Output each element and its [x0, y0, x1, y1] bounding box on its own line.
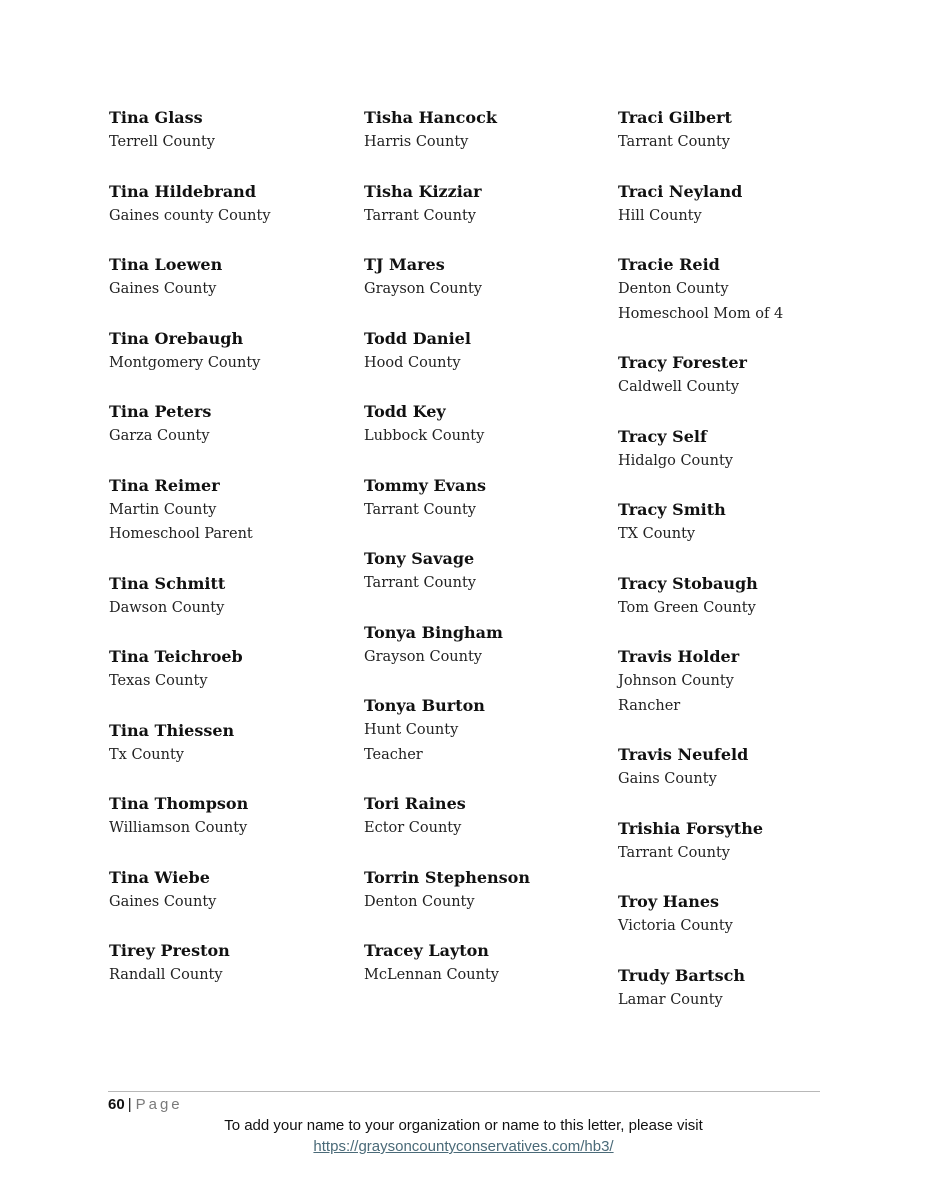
signatory-county: Johnson County [618, 673, 734, 689]
signatory-entry [364, 253, 614, 302]
page-number-value: 60 [108, 1096, 125, 1113]
signatory-name: Tina Thiessen [109, 720, 235, 740]
signatory-county: Gaines County [109, 893, 217, 910]
signatory-county: Tarrant County [364, 575, 476, 591]
signatory-column-1 [109, 106, 359, 1013]
signatory-entry [618, 425, 868, 474]
signatory-name: Tina Thompson [109, 794, 249, 813]
signatory-name: Tony Savage [364, 549, 475, 568]
signatory-name: Troy Hanes [618, 892, 720, 911]
signatory-county: Hood County [364, 354, 461, 371]
signatory-note: Rancher [618, 697, 681, 714]
signatory-county: Gaines County [109, 281, 217, 297]
signatory-name: Tisha Kizziar [364, 181, 482, 201]
signatory-county: Williamson County [109, 820, 248, 836]
signatory-entry [618, 645, 868, 718]
signup-link[interactable]: https://graysoncountyconservatives.com/hb3/ [313, 1138, 614, 1155]
signatory-county: Ector County [364, 820, 462, 836]
signatory-entry [109, 180, 359, 229]
signatory-name: Tracy Smith [618, 500, 726, 519]
signatory-entry [364, 400, 614, 449]
signatory-county: Terrell County [109, 134, 215, 150]
signatory-note: Homeschool Mom of 4 [618, 305, 784, 322]
signatory-entry [109, 572, 359, 621]
signatory-column-2 [364, 106, 614, 1013]
signatory-county: Dawson County [109, 599, 225, 616]
signatory-county: Denton County [618, 281, 729, 297]
signatory-entry [618, 817, 868, 866]
signatory-name: Tracy Self [618, 426, 707, 446]
signatory-name: Tina Schmitt [109, 573, 226, 593]
signatory-entry [364, 866, 614, 915]
signatory-name: Trudy Bartsch [618, 965, 745, 985]
signatory-county: Denton County [364, 893, 475, 910]
signatory-county: Randall County [109, 967, 223, 983]
signatory-county: Montgomery County [109, 354, 261, 371]
signatory-name: Tina Hildebrand [109, 181, 256, 201]
signatory-county: Tarrant County [364, 207, 476, 224]
signatory-name: Tina Reimer [109, 475, 220, 495]
signatory-name: Tina Glass [109, 108, 203, 127]
signatory-entry [364, 180, 614, 229]
signatory-county: Caldwell County [618, 379, 740, 395]
signatory-name: Tina Orebaugh [109, 328, 244, 348]
signatory-entry [364, 474, 614, 523]
signatory-name: Traci Neyland [618, 181, 743, 201]
signatory-entry [109, 792, 359, 841]
footer-link-wrapper [0, 1137, 927, 1157]
page-number-separator: | [127, 1096, 132, 1113]
signatory-county: Hill County [618, 207, 702, 224]
signatory-county: Lubbock County [364, 428, 485, 444]
signatory-county: Gains County [618, 771, 717, 787]
signatory-entry [109, 327, 359, 376]
signatory-county: Tarrant County [618, 844, 730, 861]
signatory-entry [618, 106, 868, 155]
signatory-name: Traci Gilbert [618, 108, 732, 127]
signatory-entry [364, 694, 614, 767]
signatory-name: Todd Daniel [364, 328, 471, 348]
signatory-county: Lamar County [618, 991, 723, 1008]
signatory-county: Victoria County [618, 918, 733, 934]
signatory-entry [618, 253, 868, 326]
signatory-county: Harris County [364, 134, 469, 150]
signatory-entry [364, 327, 614, 376]
signatory-entry [364, 621, 614, 670]
signatory-name: Tisha Hancock [364, 108, 497, 127]
signatory-name: Todd Key [364, 402, 446, 421]
signatory-name: TJ Mares [364, 255, 445, 274]
footer-note: To add your name to your organization or name to this letter, please visit [224, 1117, 703, 1134]
signatory-entry [109, 253, 359, 302]
signatory-name: Tori Raines [364, 794, 466, 813]
signatory-entry [618, 572, 868, 621]
signatory-entry [364, 106, 614, 155]
signatory-name: Tracie Reid [618, 255, 720, 274]
signatory-entry [109, 645, 359, 694]
signatory-county: Hunt County [364, 722, 459, 738]
signatory-county: Tarrant County [618, 134, 730, 150]
signatory-entry [618, 351, 868, 400]
signatory-entry [618, 498, 868, 547]
signatory-entry [109, 866, 359, 915]
signatory-entry [109, 719, 359, 768]
signatory-name: Tonya Bingham [364, 622, 503, 642]
signatory-county: Gaines county County [109, 207, 271, 224]
signatory-name: Tina Peters [109, 402, 212, 421]
signatory-entry [109, 106, 359, 155]
footer-divider [108, 1091, 820, 1092]
signatory-name: Tommy Evans [364, 475, 486, 495]
signatory-county: Grayson County [364, 281, 482, 297]
signatory-entry [364, 939, 614, 988]
signatory-county: Tx County [109, 746, 184, 763]
signatory-name: Tina Loewen [109, 255, 223, 274]
signatory-county: Tom Green County [618, 599, 756, 616]
signatory-county: Texas County [109, 673, 208, 689]
signatory-name: Travis Holder [618, 647, 740, 666]
signatory-county: Garza County [109, 428, 210, 444]
signatory-name: Travis Neufeld [618, 745, 749, 764]
signatory-entry [364, 547, 614, 596]
signatory-note: Homeschool Parent [109, 526, 253, 542]
signatory-name: Tirey Preston [109, 941, 230, 960]
signatory-name: Tracy Stobaugh [618, 573, 758, 593]
signatory-name: Trishia Forsythe [618, 818, 763, 838]
signatory-county: Hidalgo County [618, 452, 733, 469]
signatory-entry [618, 964, 868, 1013]
signatory-county: TX County [618, 526, 696, 542]
signatory-county: Martin County [109, 501, 217, 518]
signatory-entry [618, 180, 868, 229]
signatory-entry [109, 400, 359, 449]
signatory-county: McLennan County [364, 967, 499, 983]
signatory-entry [109, 474, 359, 547]
signatory-entry [618, 890, 868, 939]
signatory-entry [109, 939, 359, 988]
signatory-entry [364, 792, 614, 841]
signatory-entry [618, 743, 868, 792]
signatory-name: Tracy Forester [618, 353, 747, 372]
page-number [108, 1095, 183, 1115]
signatory-column-3 [618, 106, 868, 1037]
signatory-name: Torrin Stephenson [364, 867, 530, 887]
signatory-note: Teacher [364, 746, 423, 763]
signatory-name: Tina Teichroeb [109, 647, 243, 666]
signatory-county: Tarrant County [364, 501, 476, 518]
signatory-county: Grayson County [364, 648, 482, 665]
page-label: Page [135, 1096, 183, 1113]
signatory-name: Tina Wiebe [109, 867, 210, 887]
signatory-name: Tonya Burton [364, 696, 485, 715]
signatory-name: Tracey Layton [364, 941, 489, 960]
